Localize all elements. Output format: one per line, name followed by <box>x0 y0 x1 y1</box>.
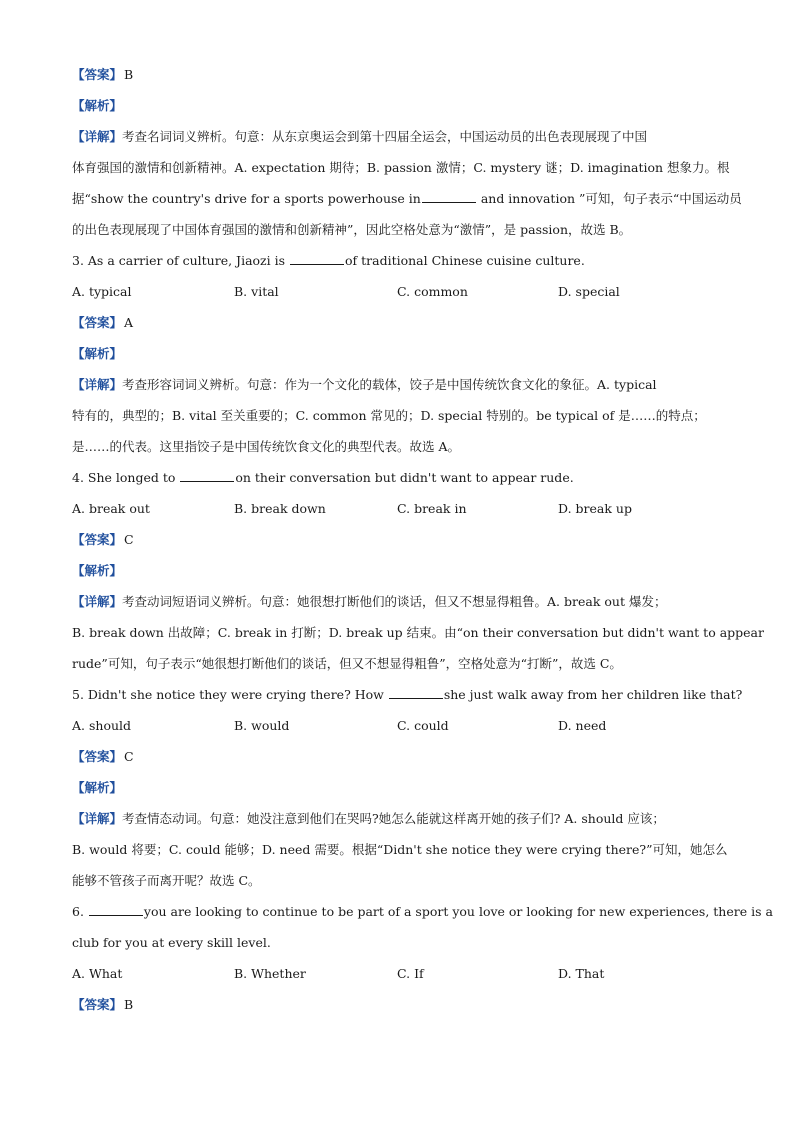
answer-tag: 【答案】 <box>72 997 123 1012</box>
detail-line: B. would 将要；C. could 能够；D. need 需要。根据“Didn't she notice they were crying there?”可知，她怎么 <box>72 842 728 857</box>
option-a: A. should <box>72 718 132 733</box>
analysis-tag: 【解析】 <box>72 346 123 361</box>
option-d: D. need <box>558 718 607 733</box>
detail-line: rude”可知，句子表示“她很想打断他们的谈话，但又不想显得粗鲁”，空格处意为“打断”，故选 C。 <box>72 656 622 671</box>
option-d: D. break up <box>558 501 632 516</box>
document-page <box>72 64 773 1025</box>
option-b: B. Whether <box>234 966 306 981</box>
answer-line <box>72 64 724 95</box>
analysis-tag: 【解析】 <box>72 780 123 795</box>
analysis-tag: 【解析】 <box>72 563 123 578</box>
answer-value: C <box>124 532 134 547</box>
blank-line <box>389 686 443 699</box>
question-stem: 5. Didn't she notice they were crying there? How she just walk away from her children like that? <box>72 687 743 702</box>
detail-tag: 【详解】 <box>72 811 123 826</box>
detail-line: 的出色表现展现了中国体育强国的激情和创新精神”，因此空格处意为“激情”，是 passion，故选 B。 <box>72 222 632 237</box>
option-c: C. could <box>397 718 449 733</box>
option-b: B. vital <box>234 284 279 299</box>
answer-value: A <box>124 315 134 330</box>
question-stem-continued: club for you at every skill level. <box>72 935 271 950</box>
analysis-line <box>72 95 724 126</box>
question-stem: 6. you are looking to continue to be part of a sport you love or looking for new experiences, there is a <box>72 904 773 919</box>
answer-value: C <box>124 749 134 764</box>
detail-line: 【详解】考查情态动词。句意：她没注意到他们在哭吗?她怎么能就这样离开她的孩子们? A. should 应该； <box>72 811 665 826</box>
detail-line: 体育强国的激情和创新精神。A. expectation 期待；B. passion 激情；C. mystery 谜；D. imagination 想象力。根 <box>72 160 730 175</box>
option-a: A. break out <box>72 501 150 516</box>
answer-tag: 【答案】 <box>72 749 123 764</box>
analysis-line <box>72 560 724 591</box>
option-row <box>72 963 724 994</box>
option-row <box>72 281 724 312</box>
option-a: A. What <box>72 966 123 981</box>
detail-line: 【详解】考查形容词词义辨析。句意：作为一个文化的载体，饺子是中国传统饮食文化的象征。A. typical <box>72 377 657 392</box>
answer-value: B <box>124 67 134 82</box>
answer-line <box>72 746 724 777</box>
option-a: A. typical <box>72 284 132 299</box>
detail-tag: 【详解】 <box>72 594 123 609</box>
detail-line: 【详解】考查名词词义辨析。句意：从东京奥运会到第十四届全运会，中国运动员的出色表现展现了中国 <box>72 129 648 144</box>
answer-line <box>72 529 724 560</box>
option-d: D. special <box>558 284 620 299</box>
detail-line: B. break down 出故障；C. break in 打断；D. break up 结束。由“on their conversation but didn't want to appear <box>72 625 764 640</box>
blank-line <box>180 469 234 482</box>
detail-tag: 【详解】 <box>72 129 123 144</box>
option-c: C. break in <box>397 501 467 516</box>
option-b: B. break down <box>234 501 326 516</box>
option-c: C. If <box>397 966 424 981</box>
answer-line <box>72 994 724 1025</box>
analysis-tag: 【解析】 <box>72 98 123 113</box>
detail-tag: 【详解】 <box>72 377 123 392</box>
analysis-line <box>72 777 724 808</box>
option-row <box>72 498 724 529</box>
option-row <box>72 715 724 746</box>
detail-line: 【详解】考查动词短语词义辨析。句意：她很想打断他们的谈话，但又不想显得粗鲁。A. break out 爆发； <box>72 594 667 609</box>
answer-tag: 【答案】 <box>72 532 123 547</box>
detail-line: 据“show the country's drive for a sports powerhouse in and innovation ”可知，句子表示“中国运动员 <box>72 191 742 206</box>
answer-tag: 【答案】 <box>72 67 123 82</box>
detail-line: 能够不管孩子而离开呢？故选 C。 <box>72 873 261 888</box>
analysis-line <box>72 343 724 374</box>
answer-line <box>72 312 724 343</box>
blank-line <box>89 903 143 916</box>
detail-line: 特有的，典型的；B. vital 至关重要的；C. common 常见的；D. special 特别的。be typical of 是……的特点； <box>72 408 706 423</box>
answer-value: B <box>124 997 134 1012</box>
option-c: C. common <box>397 284 468 299</box>
question-stem: 3. As a carrier of culture, Jiaozi is of traditional Chinese cuisine culture. <box>72 253 585 268</box>
option-b: B. would <box>234 718 290 733</box>
question-stem: 4. She longed to on their conversation but didn't want to appear rude. <box>72 470 574 485</box>
detail-line: 是……的代表。这里指饺子是中国传统饮食文化的典型代表。故选 A。 <box>72 439 461 454</box>
option-d: D. That <box>558 966 605 981</box>
blank-line <box>290 252 344 265</box>
blank-line <box>422 190 476 203</box>
answer-tag: 【答案】 <box>72 315 123 330</box>
